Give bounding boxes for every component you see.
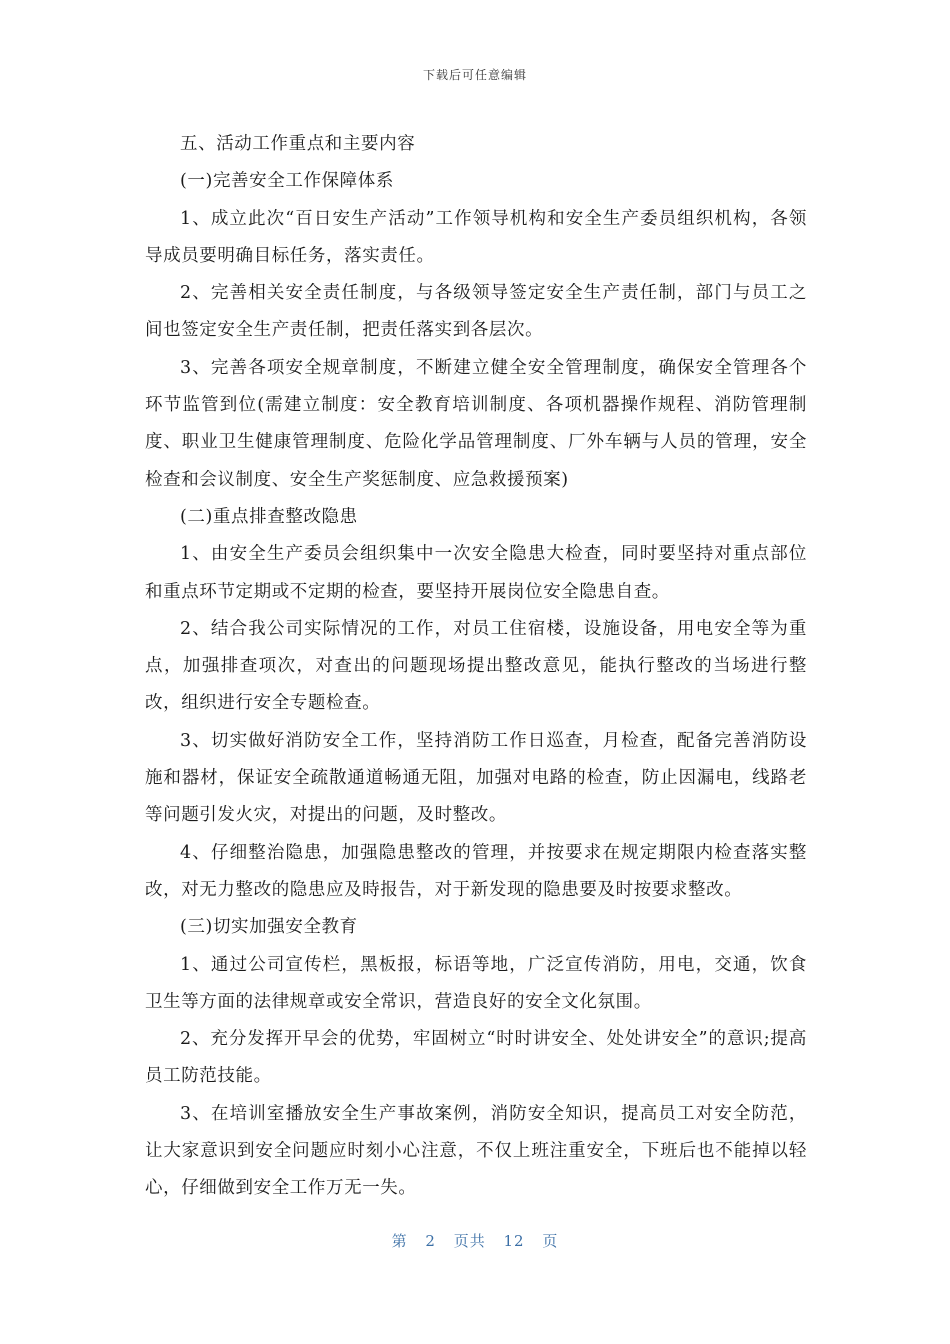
paragraph: 2、结合我公司实际情况的工作，对员工住宿楼，设施设备，用电安全等为重点，加强排查项次，对查出的问题现场提出整改意见，能执行整改的当场进行整改，组织进行安全专题检查。 xyxy=(145,618,807,714)
paragraph: 1、通过公司宣传栏，黑板报，标语等地，广泛宣传消防，用电，交通，饮食卫生等方面的法律规章或安全常识，营造良好的安全文化氛围。 xyxy=(145,954,807,1012)
header-note: 下载后可任意编辑 xyxy=(422,68,527,82)
paragraph: 4、仔细整治隐患，加强隐患整改的管理，并按要求在规定期限内检查落实整改，对无力整改的隐患应及時报告，对于新发现的隐患要及时按要求整改。 xyxy=(145,842,807,900)
subsection-heading: (二)重点排查整改隐患 xyxy=(180,506,358,527)
paragraph: 3、完善各项安全规章制度，不断建立健全安全管理制度，确保安全管理各个环节监管到位(需建立制度：安全教育培训制度、各项机器操作规程、消防管理制度、职业卫生健康管理制度、危险化学品管理制度、厂外车辆与人员的管理，安全检查和会议制度、安全生产奖惩制度、应急救援预案) xyxy=(145,357,807,490)
document-body xyxy=(145,126,807,1208)
paragraph: 1、由安全生产委员会组织集中一次安全隐患大检查，同时要坚持对重点部位和重点环节定期或不定期的检查，要坚持开展岗位安全隐患自查。 xyxy=(145,544,807,602)
paragraph: 2、充分发挥开早会的优势，牢固树立“时时讲安全、处处讲安全”的意识;提高员工防范技能。 xyxy=(145,1029,807,1087)
page-number: 第 2 页共 12 页 xyxy=(391,1232,559,1250)
subsection-heading: (三)切实加强安全教育 xyxy=(180,917,358,938)
section-heading: 五、活动工作重点和主要内容 xyxy=(180,134,416,154)
paragraph: 1、成立此次“百日安生产活动”工作领导机构和安全生产委员组织机构，各领导成员要明确目标任务，落实责任。 xyxy=(145,208,807,266)
paragraph: 3、在培训室播放安全生产事故案例，消防安全知识，提高员工对安全防范，让大家意识到安全问题应时刻小心注意，不仅上班注重安全，下班后也不能掉以轻心，仔细做到安全工作万无一失。 xyxy=(145,1103,807,1199)
paragraph: 2、完善相关安全责任制度，与各级领导签定安全生产责任制，部门与员工之间也签定安全生产责任制，把责任落实到各层次。 xyxy=(145,283,807,341)
subsection-heading: (一)完善安全工作保障体系 xyxy=(180,171,394,192)
paragraph: 3、切实做好消防安全工作，坚持消防工作日巡查，月检查，配备完善消防设施和器材，保证安全疏散通道畅通无阻，加强对电路的检查，防止因漏电，线路老等问题引发火灾，对提出的问题，及时整改。 xyxy=(145,730,807,826)
